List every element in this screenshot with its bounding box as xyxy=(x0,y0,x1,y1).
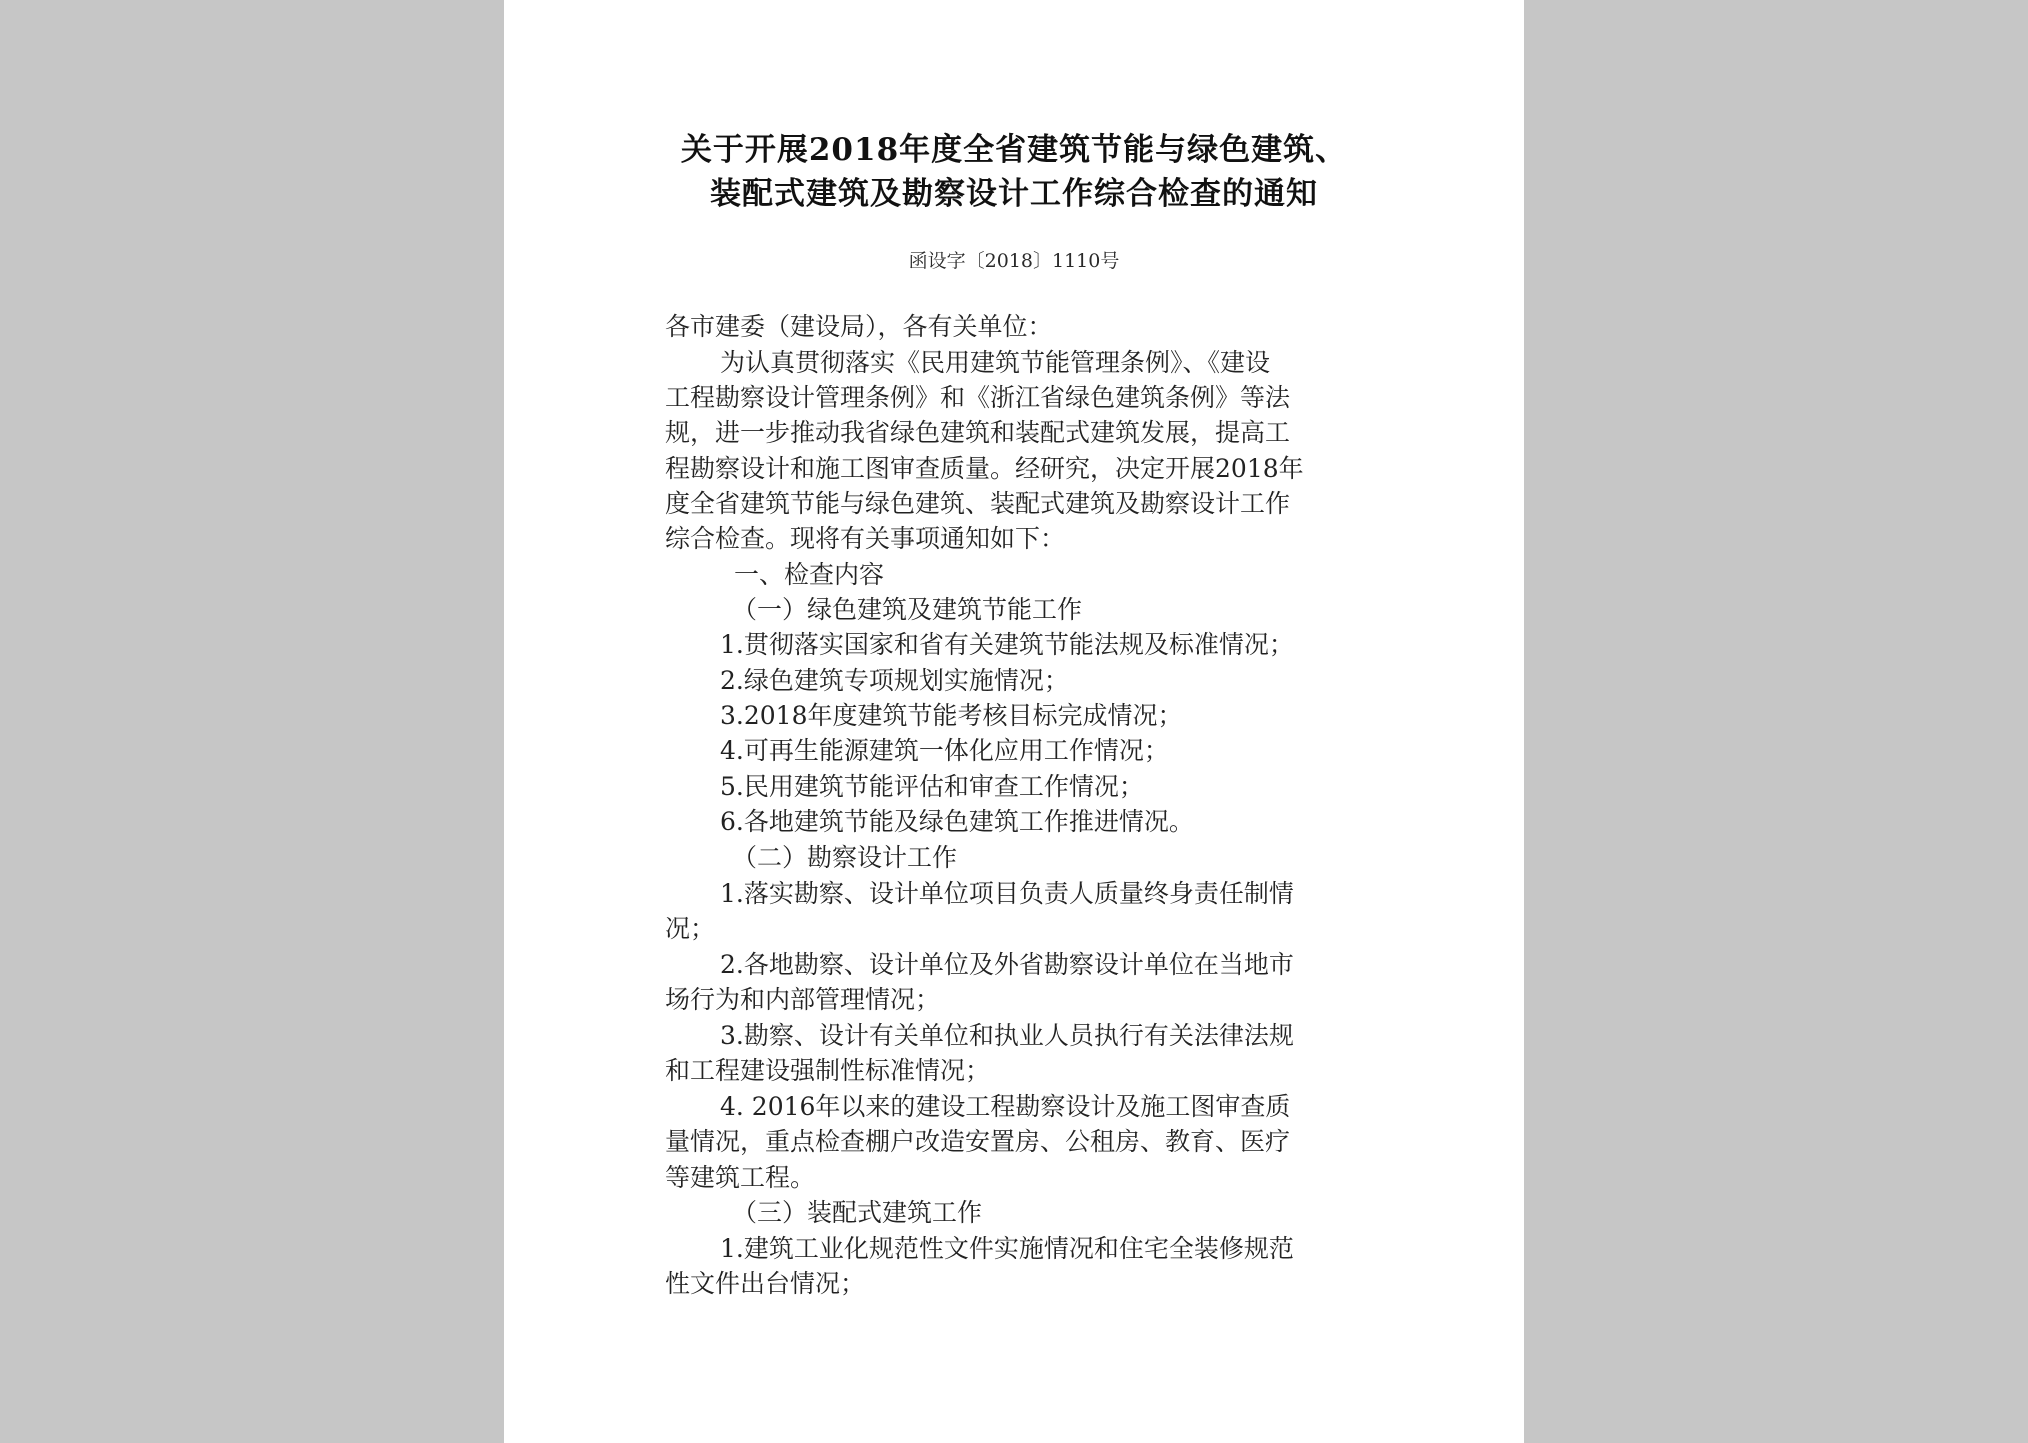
list-item: 5.民用建筑节能评估和审查工作情况； xyxy=(720,772,1144,801)
body-paragraph-line: 工程勘察设计管理条例》和《浙江省绿色建筑条例》等法 xyxy=(665,383,1291,412)
list-item: 3.勘察、设计有关单位和执业人员执行有关法律法规 xyxy=(720,1021,1294,1050)
list-item-continuation: 等建筑工程。 xyxy=(665,1163,816,1192)
body-paragraph-line: 度全省建筑节能与绿色建筑、装配式建筑及勘察设计工作 xyxy=(665,489,1291,518)
list-item-continuation: 性文件出台情况； xyxy=(665,1269,866,1298)
list-item: 1.落实勘察、设计单位项目负责人质量终身责任制情 xyxy=(720,879,1294,908)
subsection-heading: （三）装配式建筑工作 xyxy=(732,1198,983,1227)
list-item: 2.绿色建筑专项规划实施情况； xyxy=(720,666,1069,695)
list-item-continuation: 量情况，重点检查棚户改造安置房、公租房、教育、医疗 xyxy=(665,1127,1291,1156)
subsection-heading: （二）勘察设计工作 xyxy=(732,843,958,872)
document-page xyxy=(504,0,1524,1443)
document-title-line-2: 装配式建筑及勘察设计工作综合检查的通知 xyxy=(710,176,1318,212)
list-item: 2.各地勘察、设计单位及外省勘察设计单位在当地市 xyxy=(720,950,1294,979)
list-item: 4.可再生能源建筑一体化应用工作情况； xyxy=(720,736,1169,765)
body-paragraph-line: 综合检查。现将有关事项通知如下： xyxy=(665,524,1066,553)
body-paragraph-line: 为认真贯彻落实《民用建筑节能管理条例》、《建设 xyxy=(720,348,1271,377)
list-item: 6.各地建筑节能及绿色建筑工作推进情况。 xyxy=(720,807,1194,836)
body-paragraph-line: 程勘察设计和施工图审查质量。经研究，决定开展2018年 xyxy=(665,454,1304,483)
salutation: 各市建委（建设局），各有关单位： xyxy=(665,312,1053,341)
list-item-continuation: 和工程建设强制性标准情况； xyxy=(665,1056,991,1085)
list-item-continuation: 场行为和内部管理情况； xyxy=(665,985,941,1014)
list-item: 3.2018年度建筑节能考核目标完成情况； xyxy=(720,701,1183,730)
list-item-continuation: 况； xyxy=(665,914,716,943)
document-number: 函设字〔2018〕1110号 xyxy=(908,250,1120,272)
document-title-line-1: 关于开展2018年度全省建筑节能与绿色建筑、 xyxy=(680,132,1348,168)
section-heading: 一、检查内容 xyxy=(734,560,885,589)
subsection-heading: （一）绿色建筑及建筑节能工作 xyxy=(732,595,1083,624)
list-item: 4. 2016年以来的建设工程勘察设计及施工图审查质 xyxy=(720,1092,1291,1121)
list-item: 1.贯彻落实国家和省有关建筑节能法规及标准情况； xyxy=(720,630,1294,659)
body-paragraph-line: 规，进一步推动我省绿色建筑和装配式建筑发展，提高工 xyxy=(665,418,1291,447)
list-item: 1.建筑工业化规范性文件实施情况和住宅全装修规范 xyxy=(720,1234,1294,1263)
